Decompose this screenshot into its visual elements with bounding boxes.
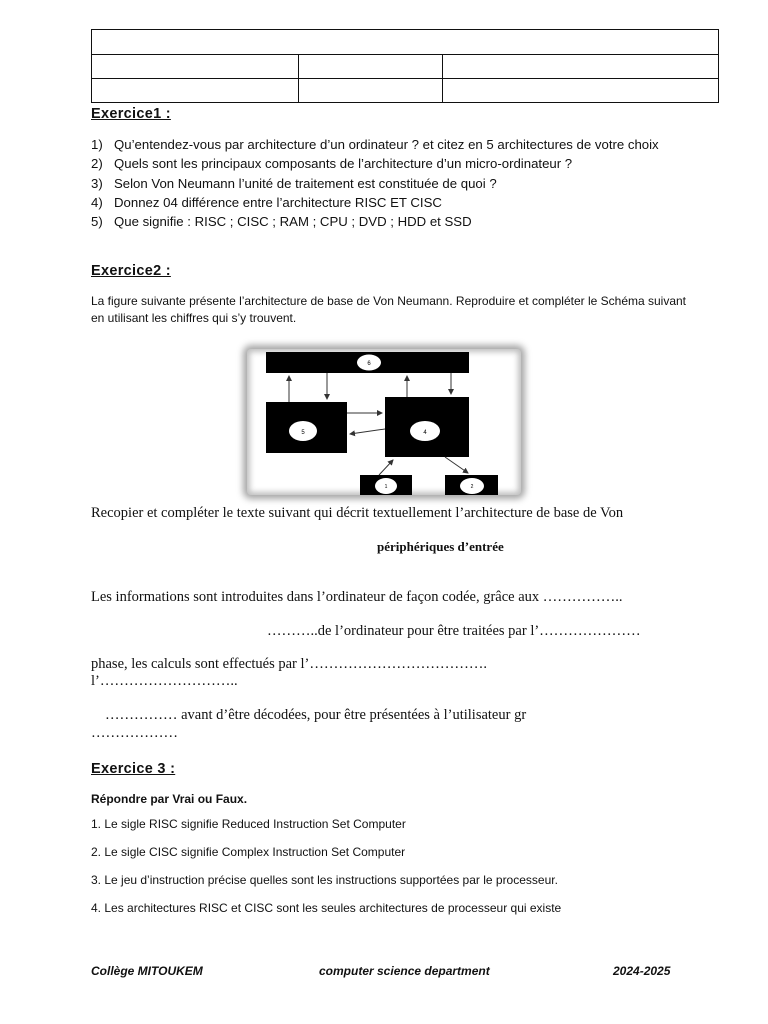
question-text: Selon Von Neumann l’unité de traitement est constituée de quoi ? [114,175,497,191]
exercice3-subtitle: Répondre par Vrai ou Faux. [91,792,248,806]
peripheriques-heading: périphériques d’entrée [377,539,504,554]
header-cell [92,30,719,55]
diagram-label-left: 5 [301,430,305,436]
fill-text-line: l’……………………….. [91,673,238,689]
list-item: 1. Le sigle RISC signifie Reduced Instruction Set Computer [91,817,406,831]
footer-school: Collège MITOUKEM [91,964,203,978]
list-item [91,212,691,231]
fill-text-line: …………… avant d’être décodées, pour être présentées à l’utilisateur gr [105,707,527,723]
question-text: Donnez 04 différence entre l’architecture RISC ET CISC [114,194,442,210]
exercice1-title: Exercice1 : [91,106,171,122]
header-cell [299,79,443,103]
diagram-arrow [350,429,385,434]
vrai-faux-list [91,817,711,929]
diagram-label-center: 4 [423,430,427,436]
exercice2-intro: La figure suivante présente l’architecture de base de Von Neumann. Reproduire et compléter le Schéma suivant en utilisant les chiffres qui s’y trouvent. [91,294,687,325]
fill-text-line: Les informations sont introduites dans l’ordinateur de façon codée, grâce aux …………….. [91,589,623,605]
question-text: Que signifie : RISC ; CISC ; RAM ; CPU ; DVD ; HDD et SSD [114,214,472,230]
list-item [91,174,691,193]
footer-year: 2024-2025 [613,964,671,978]
question-number: 3) [91,175,103,191]
diagram-arrow [445,457,468,473]
question-number: 4) [91,194,103,210]
von-neumann-figure [247,349,521,495]
question-number: 1) [91,137,103,152]
fill-text-line: phase, les calculs sont effectués par l’………………………………. [91,656,487,672]
list-item: 2. Le sigle CISC signifie Complex Instruction Set Computer [91,845,406,859]
fill-text-line: ……………… [91,725,178,741]
diagram-label-bottom-left: 1 [384,484,388,490]
footer-department: computer science department [319,964,490,978]
recopier-instruction: Recopier et compléter le texte suivant qui décrit textuellement l’architecture de base de Von [91,505,624,521]
header-cell [92,55,299,79]
von-neumann-diagram [247,349,521,495]
question-number: 2) [91,156,103,172]
header-cell [443,55,719,79]
question-text: Quels sont les principaux composants de l’architecture d’un micro-ordinateur ? [114,156,573,172]
list-item [91,154,691,173]
question-text: Qu’entendez-vous par architecture d’un ordinateur ? et citez en 5 architectures de votre choix [114,137,659,152]
diagram-arrow [379,460,393,475]
header-cell [92,79,299,103]
list-item: 4. Les architectures RISC et CISC sont les seules architectures de processeur qui existe [91,901,562,915]
list-item [91,193,691,212]
header-cell [299,55,443,79]
diagram-label-top: 6 [367,361,371,367]
header-table [91,29,719,103]
diagram-label-bottom-right: 2 [470,484,474,490]
exercice1-questions [91,135,691,231]
header-cell [443,79,719,103]
list-item [91,135,691,154]
exercice2-title: Exercice2 : [91,263,171,279]
question-number: 5) [91,214,103,230]
fill-text-line: ………..de l’ordinateur pour être traitées par l’………………… [267,623,641,639]
list-item: 3. Le jeu d’instruction précise quelles sont les instructions supportées par le processeur. [91,873,558,887]
exercice3-title: Exercice 3 : [91,761,176,777]
